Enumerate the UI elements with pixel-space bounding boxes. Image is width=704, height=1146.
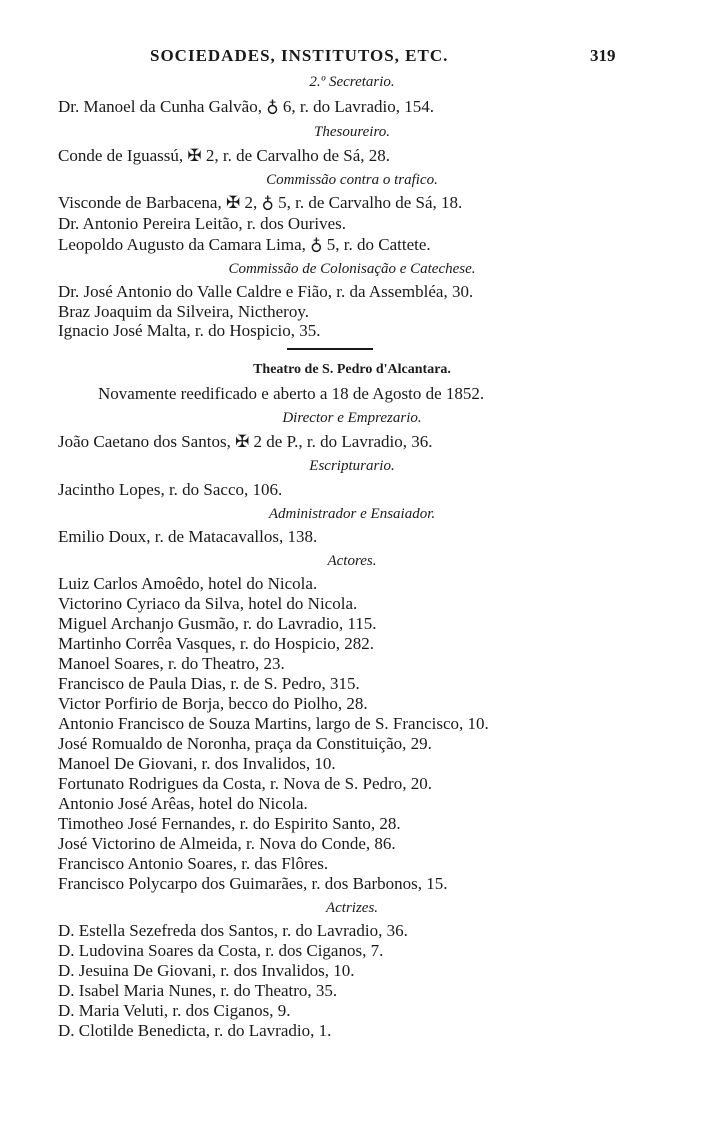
list-item: Martinho Corrêa Vasques, r. do Hospicio, 282. <box>58 634 375 653</box>
list-item: Manoel Soares, r. do Theatro, 23. <box>58 654 285 673</box>
list-item: José Romualdo de Noronha, praça da Constituição, 29. <box>58 734 432 753</box>
list-item: D. Maria Veluti, r. dos Ciganos, 9. <box>58 1001 291 1020</box>
list-item: Leopoldo Augusto da Camara Lima, ♁ 5, r. do Cattete. <box>58 235 431 254</box>
list-item: Antonio José Arêas, hotel do Nicola. <box>58 794 308 813</box>
section-heading: Director e Emprezario. <box>282 410 422 426</box>
list-item: José Victorino de Almeida, r. Nova do Conde, 86. <box>58 834 396 853</box>
list-item: D. Clotilde Benedicta, r. do Lavradio, 1. <box>58 1021 332 1040</box>
list-item: Victorino Cyriaco da Silva, hotel do Nicola. <box>58 594 358 613</box>
list-item: Ignacio José Malta, r. do Hospicio, 35. <box>58 321 321 340</box>
page-number: 319 <box>590 46 616 65</box>
list-item: Jacintho Lopes, r. do Sacco, 106. <box>58 480 283 499</box>
running-title: SOCIEDADES, INSTITUTOS, ETC. <box>150 46 449 65</box>
page-header <box>0 46 704 70</box>
list-item: Emilio Doux, r. de Matacavallos, 138. <box>58 527 318 546</box>
section-heading: Administrador e Ensaiador. <box>268 506 436 522</box>
section-heading: Escripturario. <box>309 458 395 474</box>
theatre-subtitle: Novamente reedificado e aberto a 18 de Agosto de 1852. <box>98 384 485 403</box>
list-item: Timotheo José Fernandes, r. do Espirito Santo, 28. <box>58 814 401 833</box>
list-item: Francisco de Paula Dias, r. de S. Pedro, 315. <box>58 674 360 693</box>
section-heading: Commissão de Colonisação e Catechese. <box>228 261 476 277</box>
list-item: Braz Joaquim da Silveira, Nictheroy. <box>58 302 309 321</box>
list-item: Dr. Manoel da Cunha Galvão, ♁ 6, r. do Lavradio, 154. <box>58 97 434 116</box>
list-item: D. Estella Sezefreda dos Santos, r. do Lavradio, 36. <box>58 921 408 940</box>
section-heading: Actores. <box>327 553 377 569</box>
list-item: D. Isabel Maria Nunes, r. do Theatro, 35. <box>58 981 338 1000</box>
list-item: Francisco Antonio Soares, r. das Flôres. <box>58 854 329 873</box>
list-item: João Caetano dos Santos, ✠ 2 de P., r. do Lavradio, 36. <box>58 432 433 451</box>
list-item: Manoel De Giovani, r. dos Invalidos, 10. <box>58 754 336 773</box>
list-item: Antonio Francisco de Souza Martins, largo de S. Francisco, 10. <box>58 714 489 733</box>
list-item: D. Ludovina Soares da Costa, r. dos Ciganos, 7. <box>58 941 384 960</box>
list-item: Dr. José Antonio do Valle Caldre e Fião, r. da Assembléa, 30. <box>58 282 474 301</box>
list-item: Luiz Carlos Amoêdo, hotel do Nicola. <box>58 574 318 593</box>
section-divider <box>287 348 373 350</box>
list-item: D. Jesuina De Giovani, r. dos Invalidos, 10. <box>58 961 355 980</box>
section-heading: Actrizes. <box>325 900 379 916</box>
list-item: Visconde de Barbacena, ✠ 2, ♁ 5, r. de Carvalho de Sá, 18. <box>58 193 463 212</box>
list-item: Francisco Polycarpo dos Guimarães, r. dos Barbonos, 15. <box>58 874 448 893</box>
theatre-title: Theatro de S. Pedro d'Alcantara. <box>253 362 451 377</box>
list-item: Fortunato Rodrigues da Costa, r. Nova de S. Pedro, 20. <box>58 774 432 793</box>
section-heading: Commissão contra o trafico. <box>266 172 438 188</box>
list-item: Victor Porfirio de Borja, becco do Piolho, 28. <box>58 694 368 713</box>
list-item: Conde de Iguassú, ✠ 2, r. de Carvalho de Sá, 28. <box>58 146 390 165</box>
section-heading: 2.º Secretario. <box>309 74 395 90</box>
list-item: Miguel Archanjo Gusmão, r. do Lavradio, 115. <box>58 614 377 633</box>
section-heading: Thesoureiro. <box>314 124 390 140</box>
list-item: Dr. Antonio Pereira Leitão, r. dos Ourives. <box>58 214 347 233</box>
